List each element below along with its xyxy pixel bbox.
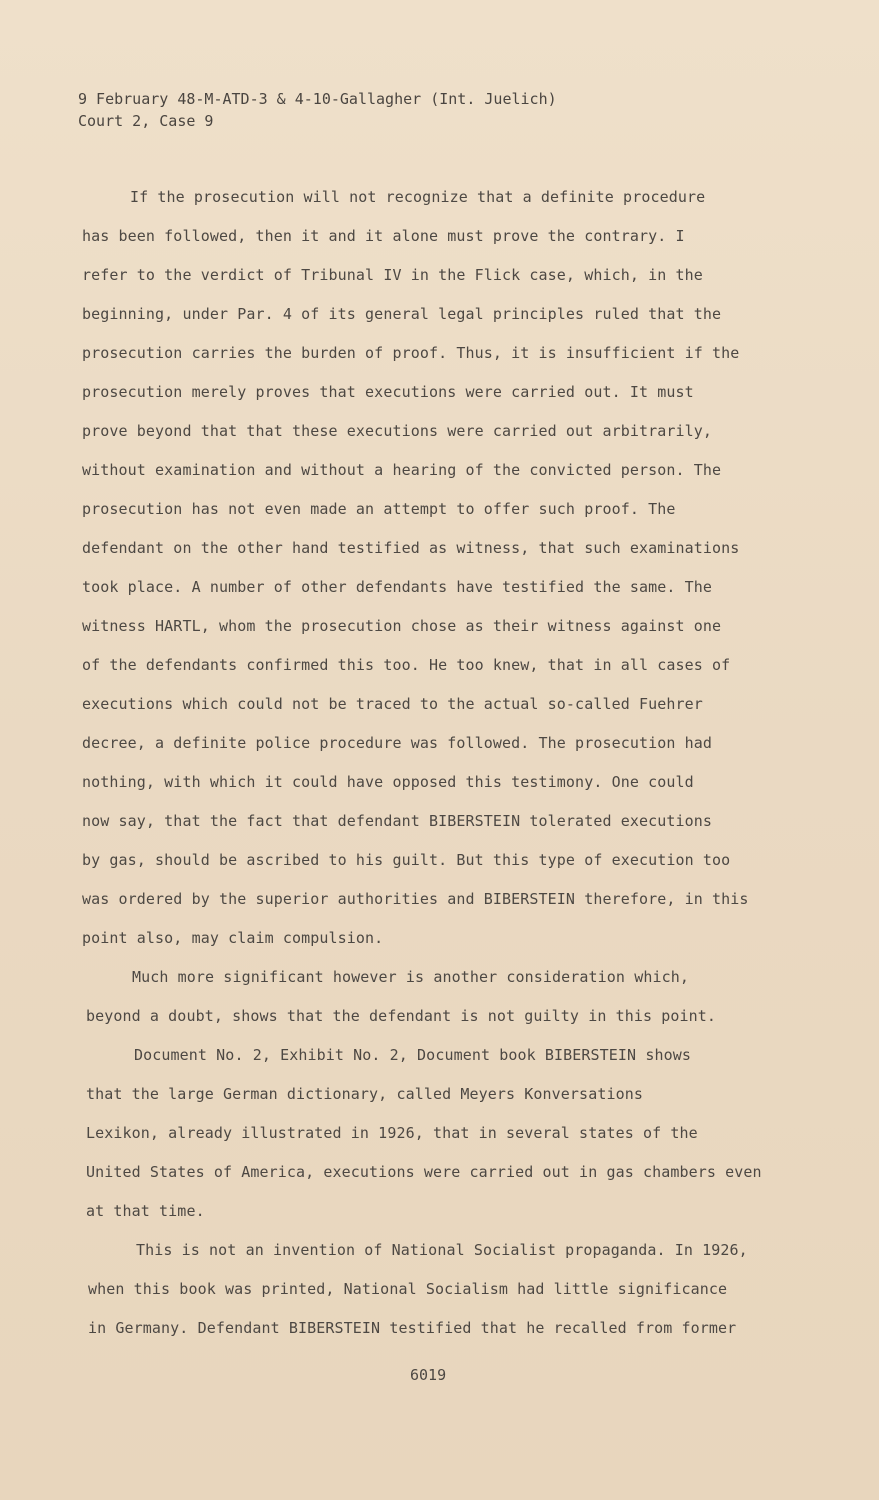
body-line: point also, may claim compulsion. <box>82 929 384 947</box>
body-line: of the defendants confirmed this too. He too knew, that in all cases of <box>82 656 731 674</box>
body-line: beginning, under Par. 4 of its general legal principles ruled that the <box>82 305 722 323</box>
body-line: prosecution carries the burden of proof. Thus, it is insufficient if the <box>82 344 740 362</box>
document-header <box>78 88 557 132</box>
body-line: when this book was printed, National Socialism had little significance <box>88 1280 728 1298</box>
body-line: prosecution has not even made an attempt to offer such proof. The <box>82 500 676 518</box>
body-line: now say, that the fact that defendant BIBERSTEIN tolerated executions <box>82 812 713 830</box>
body-line: nothing, with which it could have opposed this testimony. One could <box>82 773 694 791</box>
body-line: at that time. <box>86 1202 205 1220</box>
body-line: by gas, should be ascribed to his guilt. But this type of execution too <box>82 851 731 869</box>
body-line: refer to the verdict of Tribunal IV in the Flick case, which, in the <box>82 266 703 284</box>
body-line: Lexikon, already illustrated in 1926, that in several states of the <box>86 1124 698 1142</box>
body-line: without examination and without a hearing of the convicted person. The <box>82 461 722 479</box>
body-line: has been followed, then it and it alone must prove the contrary. I <box>82 227 685 245</box>
header-line-date-reference: 9 February 48-M-ATD-3 & 4-10-Gallagher (Int. Juelich) <box>78 90 557 108</box>
body-line: This is not an invention of National Socialist propaganda. In 1926, <box>136 1241 748 1259</box>
body-line: prove beyond that that these executions were carried out arbitrarily, <box>82 422 713 440</box>
body-line: Document No. 2, Exhibit No. 2, Document book BIBERSTEIN shows <box>134 1046 691 1064</box>
body-line: witness HARTL, whom the prosecution chose as their witness against one <box>82 617 722 635</box>
body-line: defendant on the other hand testified as witness, that such examinations <box>82 539 740 557</box>
body-line: that the large German dictionary, called Meyers Konversations <box>86 1085 643 1103</box>
page-number: 6019 <box>410 1366 447 1384</box>
body-line: decree, a definite police procedure was followed. The prosecution had <box>82 734 713 752</box>
body-line: executions which could not be traced to the actual so-called Fuehrer <box>82 695 703 713</box>
body-line: in Germany. Defendant BIBERSTEIN testified that he recalled from former <box>88 1319 737 1337</box>
body-line: Much more significant however is another consideration which, <box>132 968 689 986</box>
body-line: United States of America, executions were carried out in gas chambers even <box>86 1163 762 1181</box>
header-line-court-case: Court 2, Case 9 <box>78 112 214 130</box>
body-line: prosecution merely proves that executions were carried out. It must <box>82 383 694 401</box>
body-line: If the prosecution will not recognize that a definite procedure <box>130 188 706 206</box>
body-line: took place. A number of other defendants have testified the same. The <box>82 578 713 596</box>
body-line: beyond a doubt, shows that the defendant is not guilty in this point. <box>86 1007 717 1025</box>
body-line: was ordered by the superior authorities and BIBERSTEIN therefore, in this <box>82 890 749 908</box>
